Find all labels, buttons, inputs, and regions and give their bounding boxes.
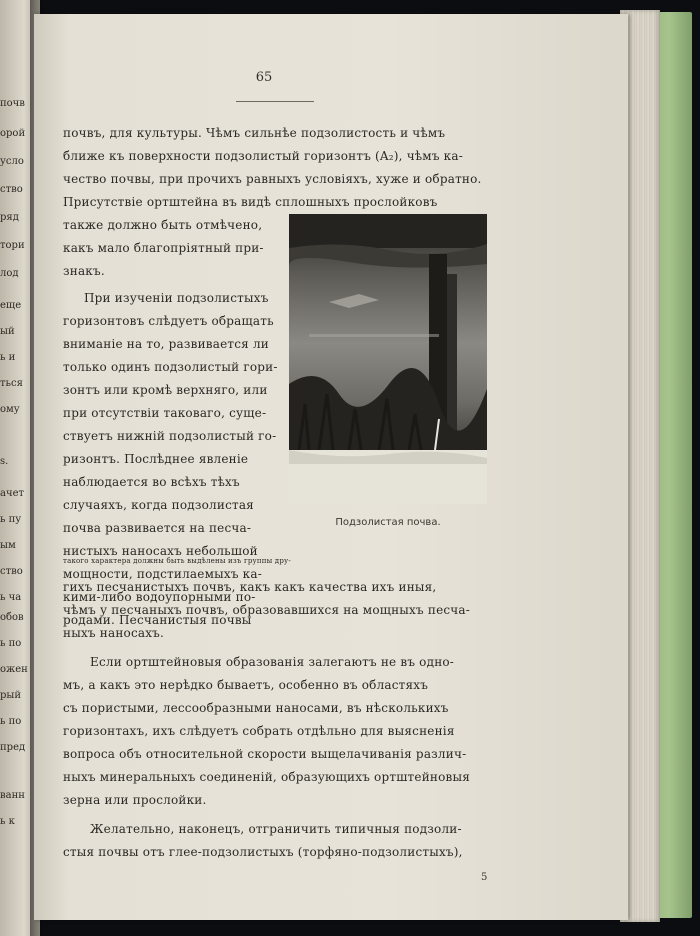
left-page-text: ому bbox=[0, 404, 20, 415]
header-rule bbox=[236, 101, 314, 102]
text-line: знакъ. bbox=[63, 264, 105, 278]
text-line: почва развивается на песча- bbox=[63, 521, 252, 535]
text-line: нистыхъ наносахъ небольшой bbox=[63, 544, 258, 558]
left-page-text: усло bbox=[0, 156, 24, 167]
left-page-text: рый bbox=[0, 690, 22, 701]
left-page-text: обов bbox=[0, 612, 24, 623]
signature-mark: 5 bbox=[481, 872, 488, 883]
text-line: кими-либо водоупорными по- bbox=[63, 590, 256, 604]
text-line: ближе къ поверхности подзолистый горизонтъ (A₂), чѣмъ ка- bbox=[63, 149, 463, 163]
text-line: При изученіи подзолистыхъ bbox=[84, 291, 269, 305]
text-line: ныхъ наносахъ. bbox=[63, 626, 165, 640]
text-line: вниманіе на то, развивается ли bbox=[63, 337, 269, 351]
text-line: Желательно, наконецъ, отграничить типичныя подзоли- bbox=[90, 822, 462, 836]
left-page-text: s. bbox=[0, 456, 9, 467]
text-line: стыя почвы отъ глее-подзолистыхъ (торфяно-подзолистыхъ), bbox=[63, 845, 463, 859]
text-line: Если ортштейновыя образованія залегаютъ не въ одно- bbox=[90, 655, 455, 669]
text-line: ризонтъ. Послѣднее явленіе bbox=[63, 452, 249, 466]
left-page-text: ь по bbox=[0, 638, 22, 649]
text-line: почвъ, для культуры. Чѣмъ сильнѣе подзолистость и чѣмъ bbox=[63, 126, 446, 140]
text-line: ныхъ минеральныхъ соединеній, образующихъ ортштейновыя bbox=[63, 770, 470, 784]
left-page-text: ачет bbox=[0, 488, 25, 499]
text-line: такого характера должны быть выдѣлены изъ группы дру- bbox=[63, 557, 291, 565]
left-page-text: ство bbox=[0, 184, 23, 195]
left-page-text: ство bbox=[0, 566, 23, 577]
left-page-text: ь по bbox=[0, 716, 22, 727]
left-page-text: ь пу bbox=[0, 514, 22, 525]
text-line: при отсутствіи таковаго, суще- bbox=[63, 406, 267, 420]
left-page-text: тори bbox=[0, 240, 25, 251]
figure-caption: Подзолистая почва. bbox=[335, 517, 441, 528]
text-line: также должно быть отмѣчено, bbox=[63, 218, 263, 232]
text-line: чѣмъ у песчаныхъ почвъ, образовавшихся на мощныхъ песча- bbox=[63, 603, 471, 617]
text-line: мощности, подстилаемыхъ ка- bbox=[63, 567, 262, 581]
text-line: какъ мало благопріятный при- bbox=[63, 241, 264, 255]
left-page-text: ться bbox=[0, 378, 23, 389]
text-line: зерна или прослойки. bbox=[63, 793, 207, 807]
left-page-text: ый bbox=[0, 326, 15, 337]
soil-photograph bbox=[289, 214, 487, 504]
left-page-text: пред bbox=[0, 742, 26, 753]
text-line: съ пористыми, лессообразными наносами, въ нѣсколькихъ bbox=[63, 701, 449, 715]
left-page-text: ряд bbox=[0, 212, 19, 223]
left-page-text: почв bbox=[0, 98, 25, 109]
text-line: горизонтахъ, ихъ слѣдуетъ собрать отдѣльно для выясненія bbox=[63, 724, 455, 738]
text-line: Присутствіе ортштейна въ видѣ сплошныхъ прослойковъ bbox=[63, 195, 438, 209]
left-page-text: ь ча bbox=[0, 592, 22, 603]
left-page-text: ожен bbox=[0, 664, 28, 675]
text-line: вопроса объ относительной скорости выщелачиванія различ- bbox=[63, 747, 467, 761]
text-line: чество почвы, при прочихъ равныхъ условіяхъ, хуже и обратно. bbox=[63, 172, 482, 186]
left-page-text: лод bbox=[0, 268, 19, 279]
text-line: гихъ песчанистыхъ почвъ, какъ какъ качества ихъ иныя, bbox=[63, 580, 437, 594]
text-line: случаяхъ, когда подзолистая bbox=[63, 498, 254, 512]
text-line: ствуетъ нижній подзолистый го- bbox=[63, 429, 277, 443]
text-line: зонтъ или кромѣ верхняго, или bbox=[63, 383, 268, 397]
left-page-text: еще bbox=[0, 300, 22, 311]
page-number: 65 bbox=[255, 70, 273, 85]
left-page-text: орой bbox=[0, 128, 26, 139]
text-line: наблюдается во всѣхъ тѣхъ bbox=[63, 475, 240, 489]
text-line: родами. Песчанистыя почвы bbox=[63, 613, 252, 627]
text-line: только одинъ подзолистый гори- bbox=[63, 360, 278, 374]
left-page-text: ым bbox=[0, 540, 16, 551]
text-line: мъ, а какъ это нерѣдко бываетъ, особенно въ областяхъ bbox=[63, 678, 429, 692]
text-line: горизонтовъ слѣдуетъ обращать bbox=[63, 314, 274, 328]
left-page-text: ь к bbox=[0, 816, 15, 827]
left-page-text: ь и bbox=[0, 352, 16, 363]
left-page-text: ванн bbox=[0, 790, 25, 801]
